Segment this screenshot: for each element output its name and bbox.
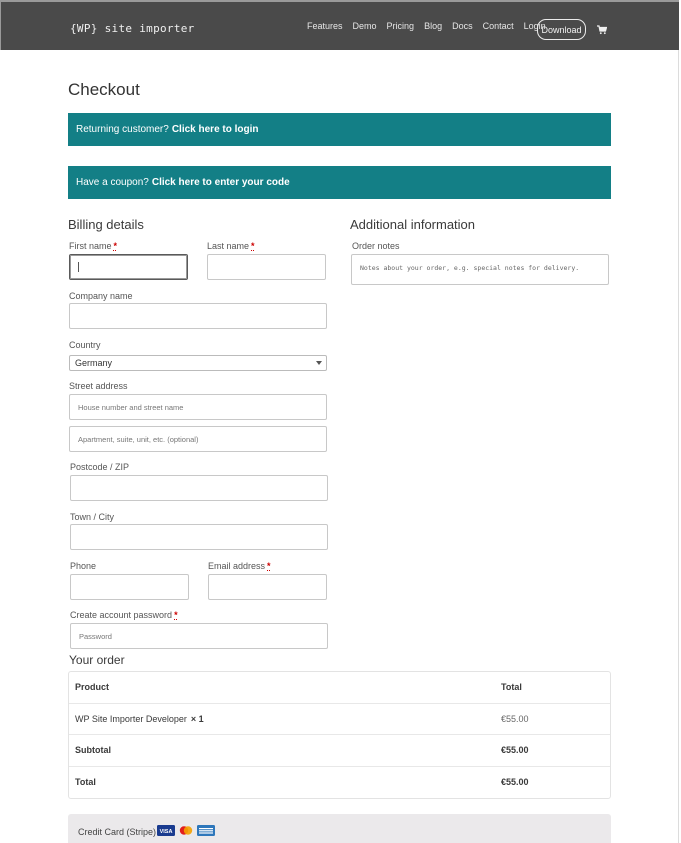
table-header-row <box>69 672 610 704</box>
total-label: Total <box>75 777 96 788</box>
order-notes-placeholder: Notes about your order, e.g. special notes for delivery. <box>360 264 580 272</box>
postcode-input[interactable] <box>70 475 328 501</box>
nav-login[interactable]: Login <box>523 21 546 31</box>
street-label: Street address <box>69 381 128 391</box>
item-qty: × 1 <box>190 713 204 724</box>
company-input[interactable] <box>69 303 327 329</box>
first-name-label <box>69 241 117 251</box>
download-button[interactable]: Download <box>537 19 586 40</box>
postcode-label: Postcode / ZIP <box>70 462 130 472</box>
table-row <box>69 704 610 736</box>
returning-customer-banner <box>68 113 611 146</box>
your-order-heading: Your order <box>69 653 125 667</box>
email-label <box>208 561 271 571</box>
password-placeholder: Password <box>79 631 112 641</box>
subtotal-row <box>69 735 610 767</box>
order-notes-textarea[interactable] <box>351 254 609 285</box>
order-notes-label: Order notes <box>352 241 400 251</box>
country-select[interactable] <box>69 355 327 371</box>
password-label <box>70 610 178 620</box>
cart-icon[interactable] <box>597 25 607 35</box>
visa-icon <box>157 825 175 836</box>
city-input[interactable] <box>70 524 328 550</box>
text-caret <box>78 262 79 272</box>
nav-contact[interactable]: Contact <box>482 21 514 31</box>
site-logo[interactable]: {WP} site importer <box>70 22 195 35</box>
mastercard-icon <box>178 825 194 836</box>
street1-placeholder: House number and street name <box>78 402 184 412</box>
street2-placeholder: Apartment, suite, unit, etc. (optional) <box>78 434 199 444</box>
password-label-text: Create account password <box>70 610 173 620</box>
phone-label: Phone <box>70 561 97 571</box>
required-mark: * <box>267 561 271 571</box>
total-row <box>69 767 610 799</box>
nav-docs[interactable]: Docs <box>452 21 473 31</box>
order-item <box>75 714 204 724</box>
order-table <box>68 671 611 799</box>
email-input[interactable] <box>208 574 327 600</box>
amex-icon <box>197 825 215 836</box>
company-label: Company name <box>69 291 133 301</box>
street-address-2-input[interactable] <box>69 426 327 452</box>
login-link[interactable]: Click here to login <box>171 124 259 135</box>
email-label-text: Email address <box>208 561 266 571</box>
phone-input[interactable] <box>70 574 189 600</box>
additional-info-heading: Additional information <box>350 217 476 232</box>
col-product: Product <box>75 682 110 693</box>
coupon-link[interactable]: Click here to enter your code <box>151 177 290 188</box>
main-nav <box>307 21 556 31</box>
last-name-label <box>207 241 255 251</box>
subtotal-label: Subtotal <box>75 745 111 756</box>
nav-demo[interactable]: Demo <box>352 21 377 31</box>
coupon-text: Have a coupon? <box>76 177 149 188</box>
required-mark: * <box>251 241 255 251</box>
city-label: Town / City <box>70 512 115 522</box>
first-name-input[interactable] <box>69 254 188 280</box>
nav-features[interactable]: Features <box>307 21 343 31</box>
visa-text: VISA <box>159 829 173 835</box>
street-address-1-input[interactable] <box>69 394 327 420</box>
coupon-banner <box>68 166 611 199</box>
nav-pricing[interactable]: Pricing <box>386 21 415 31</box>
nav-blog[interactable]: Blog <box>424 21 443 31</box>
card-logos <box>157 825 218 836</box>
password-input[interactable] <box>70 623 328 649</box>
required-mark: * <box>174 610 178 620</box>
payment-method-stripe[interactable]: Credit Card (Stripe) <box>78 827 157 837</box>
chevron-down-icon <box>316 361 322 365</box>
country-value: Germany <box>75 358 113 368</box>
required-mark: * <box>113 241 118 251</box>
returning-customer-text: Returning customer? <box>76 124 169 135</box>
last-name-label-text: Last name <box>207 241 250 251</box>
last-name-input[interactable] <box>207 254 326 280</box>
item-name: WP Site Importer Developer <box>75 713 187 724</box>
first-name-label-text: First name <box>69 241 112 251</box>
billing-heading: Billing details <box>68 217 144 232</box>
top-navbar <box>0 0 679 50</box>
page-title: Checkout <box>68 80 140 99</box>
subtotal-value: €55.00 <box>501 745 529 756</box>
item-total: €55.00 <box>501 713 529 724</box>
payment-methods <box>68 814 611 843</box>
total-value: €55.00 <box>501 777 529 788</box>
col-total: Total <box>501 682 522 693</box>
country-label: Country <box>69 340 101 350</box>
